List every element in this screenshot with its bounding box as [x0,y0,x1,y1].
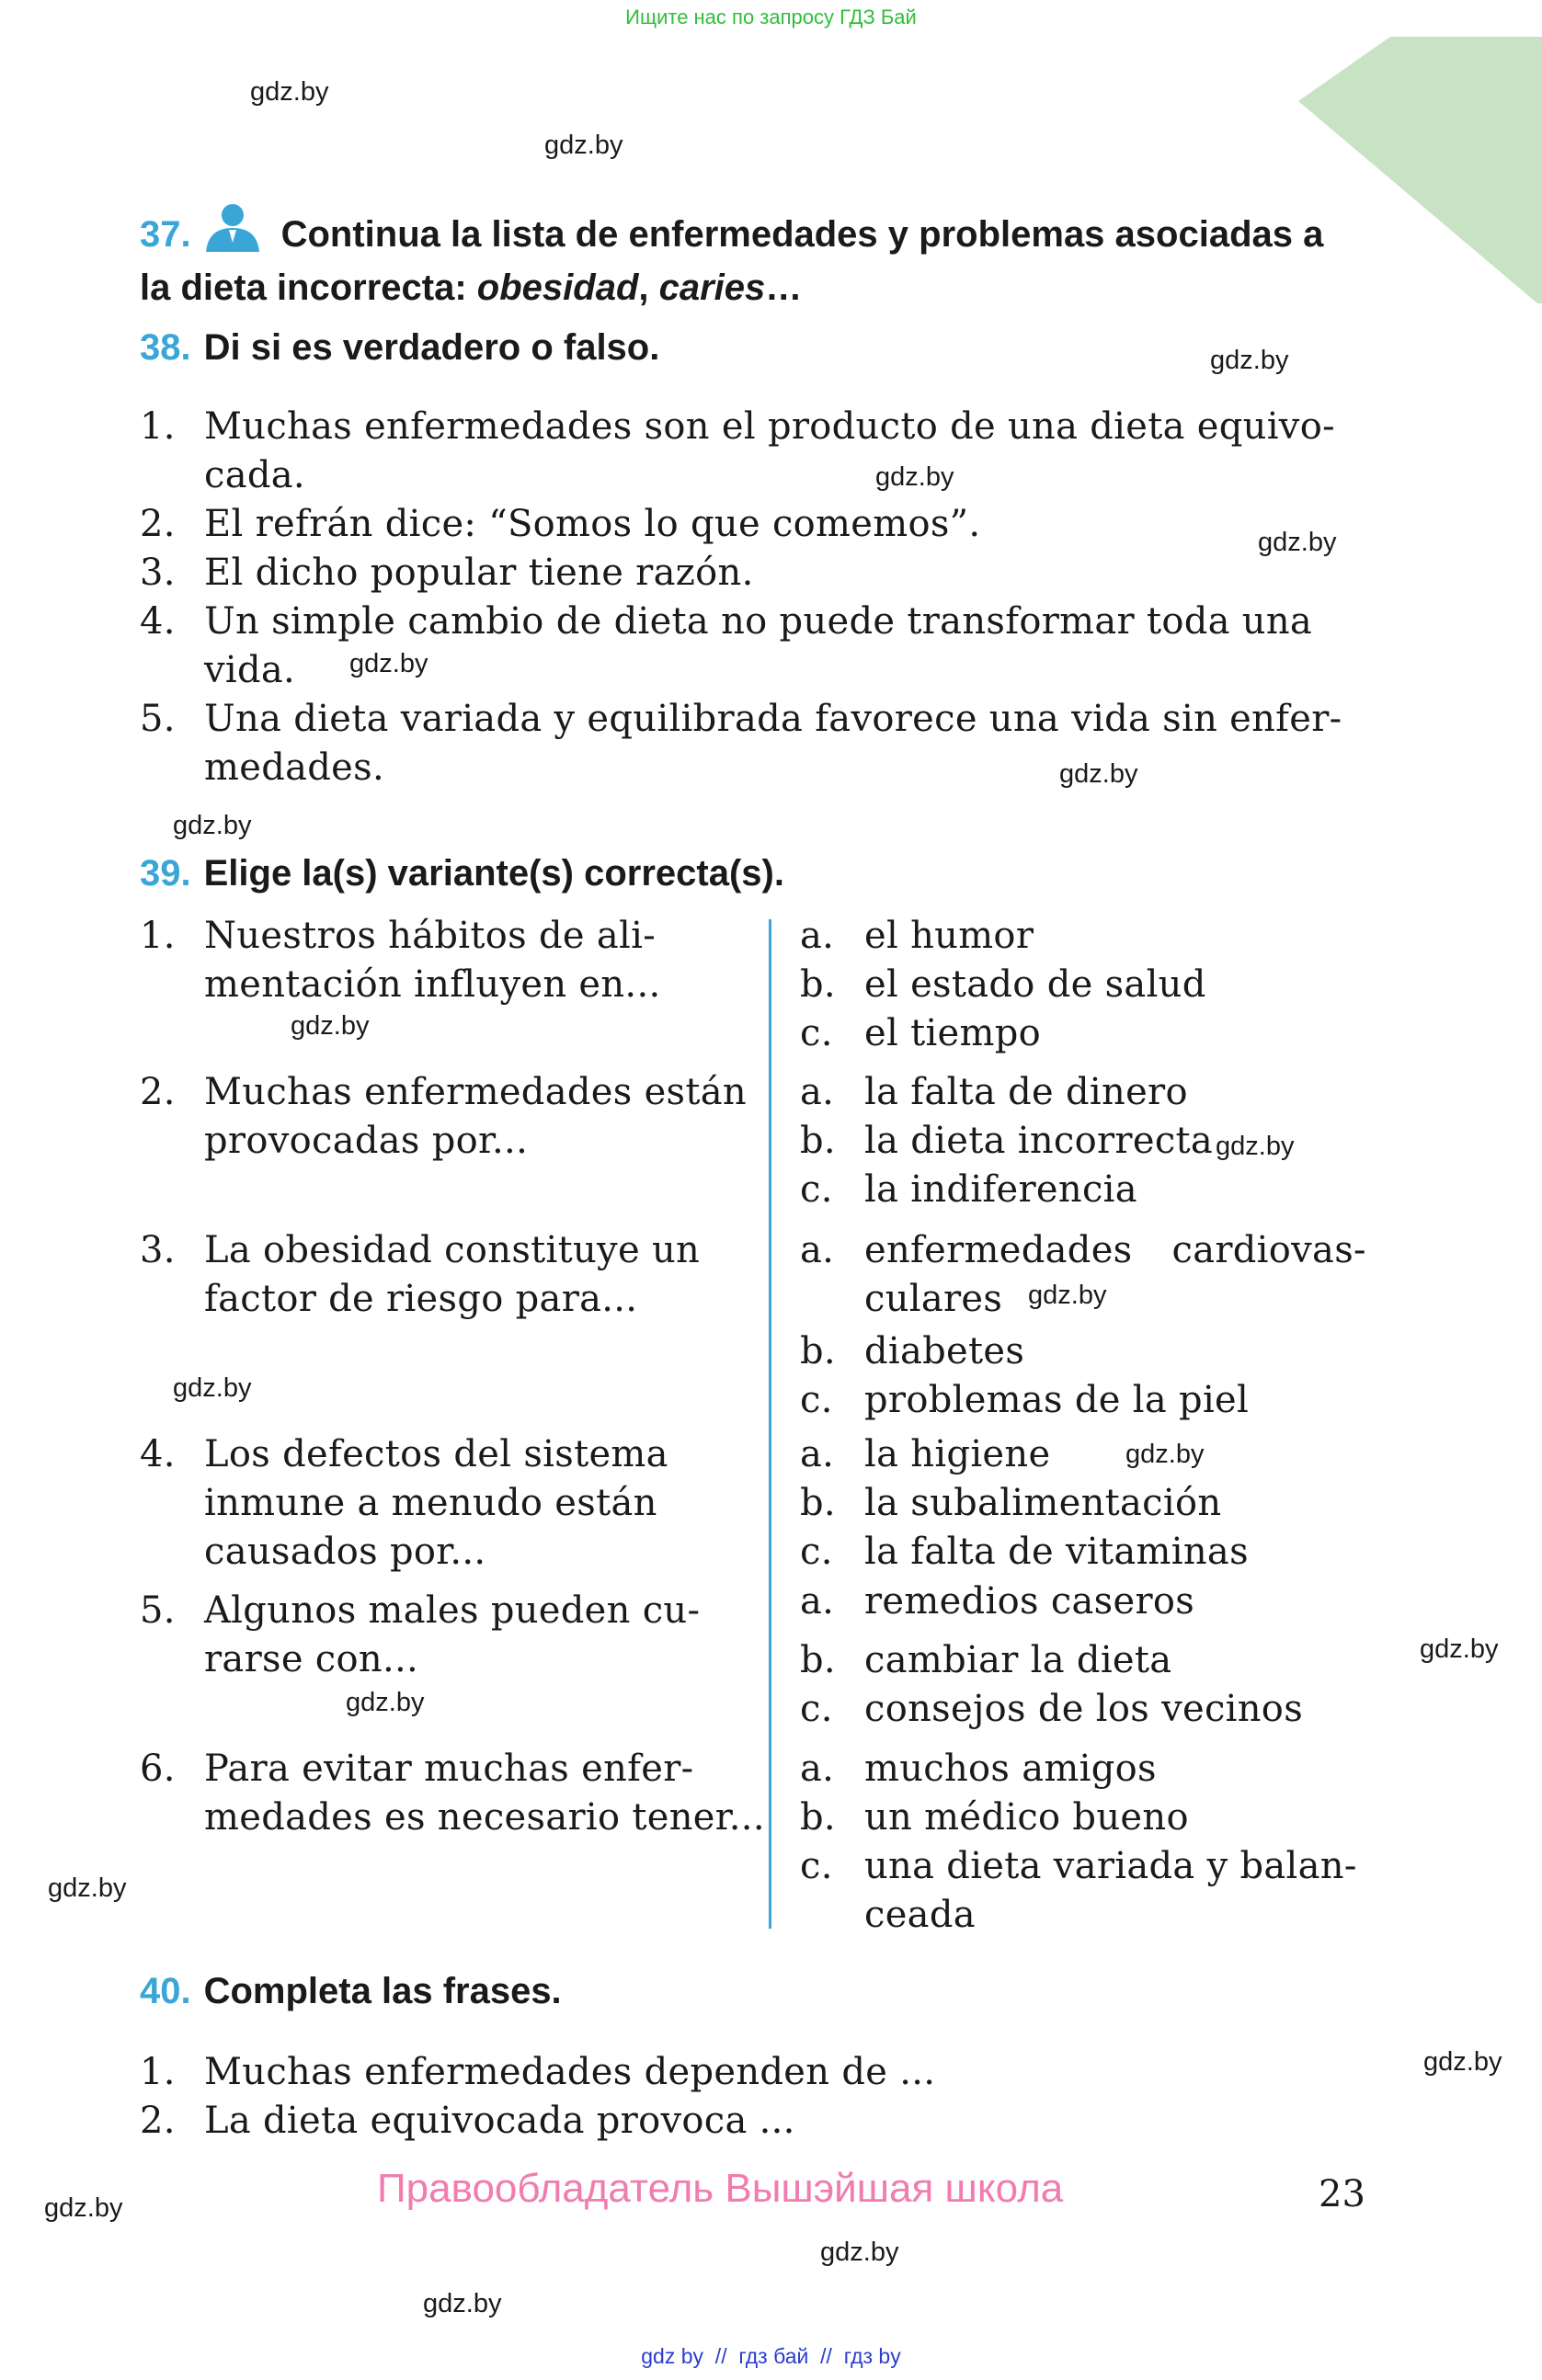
separator: , [638,268,659,308]
item-number: 1. [140,915,176,957]
option-letter: a. [800,915,835,957]
option-text: la falta de vitaminas [864,1531,1249,1573]
exercise-37 [140,202,1372,312]
watermark: gdz.by [48,1873,127,1903]
watermark: gdz.by [875,462,954,492]
list-item [140,549,1372,598]
item-number: 5. [140,1589,176,1632]
item-text: medades. [204,746,384,789]
option-text: la subalimentación [864,1482,1222,1524]
option-text: la dieta incorrecta [864,1120,1214,1162]
watermark: gdz.by [250,77,329,107]
option-letter: a. [800,1071,835,1113]
item-text: La dieta equivocada provoca ... [204,2100,795,2142]
example-word: caries [658,268,766,308]
option-group [800,1745,1379,1940]
option-letter: b. [800,1120,836,1162]
option-text: muchos amigos [864,1748,1157,1790]
option-text: la indiferencia [864,1168,1137,1211]
option-letter: a. [800,1433,835,1475]
option-letter: b. [800,963,836,1006]
item-text: medades es necesario tener... [204,1796,765,1839]
question-item [140,1068,747,1166]
option-letter: c. [800,1012,833,1054]
exercise-instruction: Continua la lista de enfermedades y problemas asociadas a [280,214,1324,255]
example-word: obesidad [476,268,639,308]
watermark: gdz.by [291,1011,370,1041]
option-group [800,1226,1379,1429]
question-item [140,1745,765,1842]
option-text: remedios caseros [864,1580,1195,1623]
list-item [140,2048,1372,2097]
exercise-number: 40. [140,1971,191,2011]
watermark: gdz.by [346,1688,425,1717]
option-letter: a. [800,1229,835,1271]
item-text: Para evitar muchas enfer- [204,1748,694,1790]
watermark: gdz.by [423,2289,502,2318]
bottom-links: gdz by // гдз бай // гдз by [641,2344,901,2368]
item-text: mentación influyen en... [204,963,661,1006]
exercise-instruction-cont: la dieta incorrecta: [140,268,477,308]
option-letter: b. [800,1330,836,1372]
option-text: problemas de la piel [864,1379,1250,1421]
option-letter: a. [800,1580,835,1623]
item-text: Una dieta variada y equilibrada favorece una vida sin enfer- [204,698,1342,740]
column-divider [769,919,771,1929]
item-number: 2. [140,1071,176,1113]
item-text: provocadas por... [204,1120,529,1162]
option-group [800,1430,1379,1577]
item-text: factor de riesgo para... [204,1278,638,1320]
exercise-38-title [140,324,659,371]
item-number: 4. [140,600,176,643]
option-text: enfermedades cardiovas- [864,1229,1366,1271]
option-text: el tiempo [864,1012,1042,1054]
item-number: 1. [140,405,176,448]
option-text: cambiar la dieta [864,1639,1172,1681]
item-text: inmune a menudo están [204,1482,657,1524]
watermark: gdz.by [173,811,252,840]
watermark: gdz.by [349,649,428,678]
option-letter: b. [800,1796,836,1839]
item-text: Los defectos del sistema [204,1433,668,1475]
item-number: 6. [140,1748,176,1790]
option-letter: b. [800,1482,836,1524]
item-number: 3. [140,1229,176,1271]
list-item [140,500,1372,549]
watermark: gdz.by [1125,1440,1205,1469]
exercise-instruction: Di si es verdadero o falso. [203,327,660,368]
option-text: culares [864,1278,1003,1320]
option-text: la falta de dinero [864,1071,1188,1113]
watermark: gdz.by [1210,346,1289,375]
item-text: causados por... [204,1531,486,1573]
item-number: 3. [140,552,176,594]
watermark: gdz.by [1258,528,1337,557]
watermark: gdz.by [1216,1132,1295,1161]
watermark: gdz.by [1028,1281,1107,1310]
item-text: Algunos males pueden cu- [204,1589,701,1632]
question-item [140,1226,747,1324]
list-item [140,695,1372,792]
option-text: el humor [864,915,1034,957]
item-text: Nuestros hábitos de ali- [204,915,657,957]
option-text: diabetes [864,1330,1025,1372]
option-letter: b. [800,1639,836,1681]
item-number: 1. [140,2051,176,2093]
top-banner: Ищите нас по запросу ГДЗ Бай [625,6,917,28]
list-item [140,403,1372,500]
item-number: 5. [140,698,176,740]
option-letter: a. [800,1748,835,1790]
list-item [140,598,1372,695]
copyright-holder: Правообладатель Вышэйшая школа [377,2166,1064,2211]
question-item [140,1587,747,1684]
option-text: ceada [864,1894,976,1936]
ellipsis: … [765,268,803,308]
option-text: consejos de los vecinos [864,1688,1304,1730]
item-text: vida. [204,649,296,691]
item-text: Muchas enfermedades son el producto de una dieta equivo- [204,405,1335,448]
page-number: 23 [1319,2173,1365,2215]
item-text: Muchas enfermedades dependen de ... [204,2051,936,2093]
option-letter: c. [800,1379,833,1421]
option-letter: c. [800,1168,833,1211]
option-letter: c. [800,1845,833,1887]
item-text: La obesidad constituye un [204,1229,701,1271]
exercise-number: 37. [140,214,191,255]
watermark: gdz.by [1420,1634,1499,1664]
item-text: rarse con... [204,1638,418,1680]
item-text: cada. [204,454,305,496]
exercise-39-title [140,849,784,897]
option-text: la higiene [864,1433,1051,1475]
option-text: el estado de salud [864,963,1206,1006]
item-text: Muchas enfermedades están [204,1071,747,1113]
option-letter: c. [800,1688,833,1730]
option-group [800,1577,1379,1734]
watermark: gdz.by [1059,759,1138,789]
option-group [800,1068,1379,1214]
watermark: gdz.by [173,1373,252,1403]
item-number: 2. [140,2100,176,2142]
exercise-40-title [140,1967,562,2015]
watermark: gdz.by [44,2193,123,2223]
question-item [140,1430,747,1577]
item-number: 4. [140,1433,176,1475]
item-number: 2. [140,503,176,545]
exercise-number: 39. [140,853,191,894]
exercise-instruction: Completa las frases. [203,1971,562,2011]
watermark: gdz.by [820,2238,899,2267]
option-text: una dieta variada y balan- [864,1845,1357,1887]
item-text: El dicho popular tiene razón. [204,552,754,594]
question-item [140,912,747,1009]
list-item [140,2097,1372,2146]
exercise-number: 38. [140,327,191,368]
watermark: gdz.by [544,131,623,160]
option-group [800,912,1379,1058]
watermark: gdz.by [1423,2047,1502,2077]
item-text: El refrán dice: “Somos lo que comemos”. [204,503,981,545]
item-text: Un simple cambio de dieta no puede transformar toda una [204,600,1313,643]
option-letter: c. [800,1531,833,1573]
option-text: un médico bueno [864,1796,1189,1839]
exercise-instruction: Elige la(s) variante(s) correcta(s). [203,853,784,894]
person-icon [204,202,261,264]
